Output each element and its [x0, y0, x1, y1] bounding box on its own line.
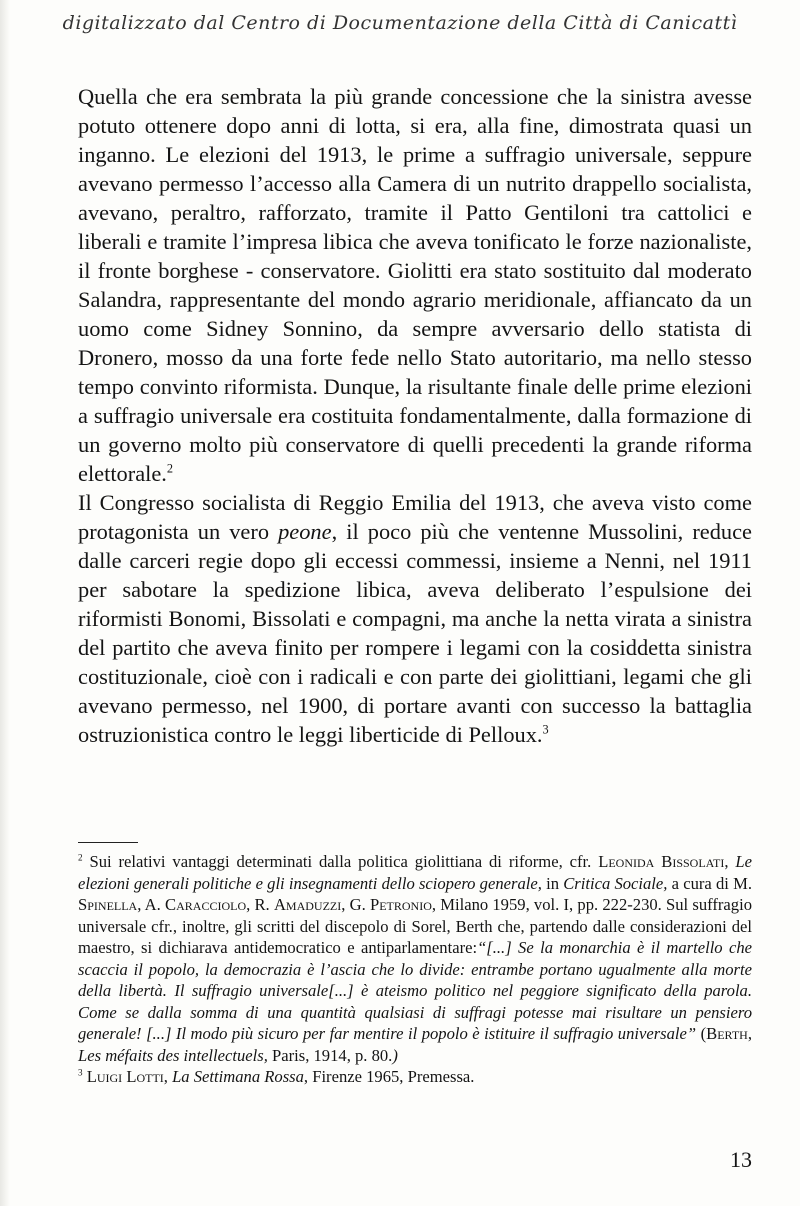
footnote-3-number: 3: [78, 1067, 83, 1078]
footnote-ref-3[interactable]: 3: [542, 722, 549, 737]
footnote-2-text: , A.: [137, 895, 166, 914]
author-name: Spinella: [78, 895, 138, 914]
footnote-3: [78, 1066, 752, 1088]
paragraph-1-text: Quella che era sembrata la più grande concessione che la sinistra avesse potuto ottenere dopo anni di lotta, si era, alla fine, dimostrata quasi un inganno. Le elezioni del 1913, le prime a suffragio universale, seppure avevano permesso l’accesso alla Camera di un nutrito drappello socialista, avevano, peraltro, rafforzato, tramite il Patto Gentiloni tra cattolici e liberali e tramite l’impresa libica che aveva tonificato le forze nazionaliste, il fronte borghese - conservatore. Giolitti era stato sostituito dal moderato Salandra, rappresentante del mondo agrario meridionale, affiancato da un uomo come Sidney Sonnino, da sempre avversario dello statista di Dronero, mosso da una forte fede nello Stato autoritario, ma nello stesso tempo convinto riformista. Dunque, la risultante finale delle prime elezioni a suffragio universale era costituita fondamentalmente, dalla formazione di un governo molto più conservatore di quelli precedenti la grande riforma elettorale.: [78, 84, 752, 486]
work-title: Critica Sociale,: [563, 873, 668, 893]
author-name: Luigi Lotti: [82, 1067, 164, 1086]
page-edge-shadow: [0, 0, 10, 1206]
footnote-2-text: (: [696, 1024, 707, 1043]
footnote-2-text: Sui relativi vantaggi determinati dalla politica giolittiana di riforme, cfr.: [82, 852, 599, 871]
paragraph-1: [78, 82, 752, 488]
italic-word-peone: peone: [278, 519, 332, 544]
footnote-2-text: , Milano 1959, vol. I, pp. 222-230. Sul suffragio universale cfr., inoltre, gli scritti del discepolo di Sorel, Berth che, partendo dalle considerazioni del maestro, si dichiarava antidemocratico e antiparlamentare:: [78, 895, 752, 957]
paragraph-2-text-a: Il Congresso socialista di Reggio Emilia del 1913, che aveva visto come protagonista un vero: [78, 490, 752, 544]
author-name: Caracciolo: [165, 895, 247, 914]
footnote-2-text: a cura di M.: [667, 873, 752, 893]
main-text: [78, 82, 752, 749]
footnote-2-text: Paris, 1914, p. 80.: [267, 1045, 393, 1065]
footnote-3-text: ,: [163, 1067, 173, 1086]
author-name: Amaduzzi: [273, 895, 342, 914]
footnote-2-number: 2: [78, 852, 83, 863]
author-name: Berth: [706, 1024, 748, 1043]
footnote-2-text: ,: [724, 852, 736, 871]
author-name: Leonida Bissolati: [598, 852, 725, 871]
footnote-ref-2[interactable]: 2: [166, 461, 174, 476]
footnote-2-text: ,: [747, 1024, 752, 1043]
footnote-2: [78, 851, 752, 1066]
footnote-2-text: ): [392, 1045, 398, 1065]
work-title: Le elezioni generali politiche e gli insegnamenti dello sciopero generale,: [78, 852, 752, 893]
work-title: Les méfaits des intellectuels,: [78, 1045, 268, 1065]
digitization-watermark: digitalizzato dal Centro di Documentazione della Città di Canicattì: [62, 12, 738, 34]
berth-quote: “[...] Se la monarchia è il martello che scaccia il popolo, la democrazia è l’ascia che lo divide: entrambe portano ugualmente alla morte della libertà. Il suffragio universale[...] è ateismo politico nel peggiore significato della parola. Come se dalla somma di una quantità qualsiasi di suffragi potesse mai risultare un pensiero generale! [...] Il modo più sicuro per far mentire il popolo è istituire il suffragio universale”: [78, 938, 752, 1043]
work-title: La Settimana Rossa: [172, 1067, 304, 1086]
page-number: 13: [730, 1147, 752, 1172]
paragraph-2: [78, 488, 752, 749]
footnote-3-text: , Firenze 1965, Premessa.: [303, 1067, 475, 1086]
footnote-2-text: , R.: [246, 895, 274, 914]
footnotes: [78, 851, 752, 1088]
footnote-separator: [78, 842, 138, 843]
footnote-2-text: , G.: [341, 895, 370, 914]
author-name: Petronio: [369, 895, 432, 914]
paragraph-2-text-b: , il poco più che ventenne Mussolini, reduce dalle carceri regie dopo gli eccessi commessi, insieme a Nenni, nel 1911 per sabotare la spedizione libica, aveva deliberato l’espulsione dei riformisti Bonomi, Bissolati e compagni, ma anche la netta virata a sinistra del partito che aveva finito per rompere i legami con la cosiddetta sinistra costituzionale, cioè con i radicali e con parte dei giolittiani, legami che gli avevano permesso, nel 1900, di portare avanti con successo la battaglia ostruzionistica contro le leggi liberticide di Pelloux.: [78, 519, 752, 747]
footnote-2-text: in: [541, 873, 564, 893]
